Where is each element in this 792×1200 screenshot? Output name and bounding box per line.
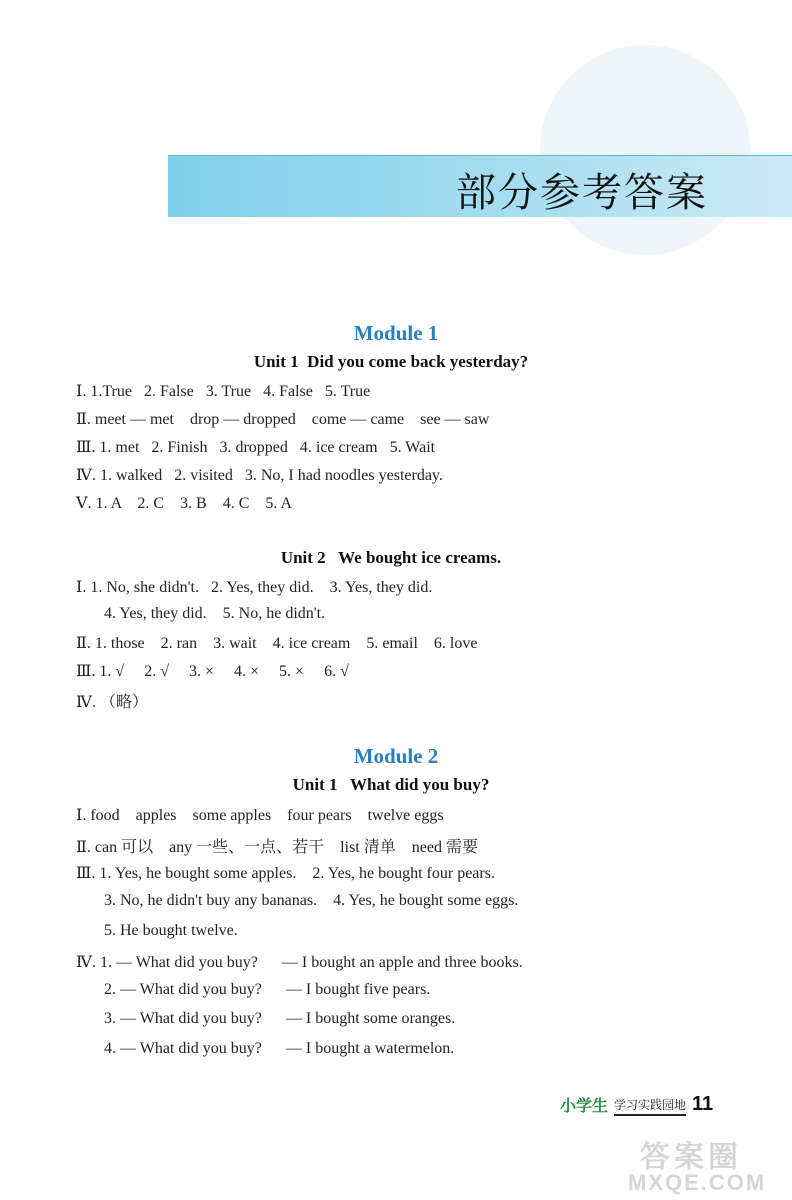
answer-line: 4. Yes, they did. 5. No, he didn't.	[104, 605, 326, 622]
footer-subtitle: 学习实践园地	[614, 1096, 686, 1116]
watermark-logo	[622, 1132, 782, 1196]
page-footer	[560, 1086, 713, 1116]
answer-line: 3. — What did you buy? — I bought some oranges.	[104, 1010, 456, 1027]
module-1-unit-2-title: Unit 2 We bought ice creams.	[280, 548, 502, 567]
page-number: 11	[692, 1093, 714, 1115]
answer-line: Ⅲ. 1. Yes, he bought some apples. 2. Yes, he bought four pears.	[76, 865, 495, 882]
module-2-title: Module 2	[353, 744, 439, 768]
module-1-unit-1-title: Unit 1 Did you come back yesterday?	[253, 352, 529, 371]
answer-line: Ⅱ. 1. those 2. ran 3. wait 4. ice cream 5. email 6. love	[76, 635, 478, 652]
answer-line: Ⅳ. 1. — What did you buy? — I bought an apple and three books.	[76, 954, 523, 971]
answer-line: Ⅰ. food apples some apples four pears twelve eggs	[76, 807, 444, 824]
answer-line: Ⅰ. 1. No, she didn't. 2. Yes, they did. 3. Yes, they did.	[76, 579, 433, 596]
module-1-title: Module 1	[353, 321, 439, 345]
answer-line: Ⅳ. （略）	[76, 694, 148, 711]
answer-line: Ⅴ. 1. A 2. C 3. B 4. C 5. A	[76, 495, 293, 512]
answer-line: Ⅲ. 1. met 2. Finish 3. dropped 4. ice cream 5. Wait	[76, 439, 436, 456]
answer-line: Ⅳ. 1. walked 2. visited 3. No, I had noodles yesterday.	[76, 467, 443, 484]
answer-line: Ⅰ. 1.True 2. False 3. True 4. False 5. True	[76, 383, 371, 400]
answer-line: Ⅱ. can 可以 any 一些、一点、若干 list 清单 need 需要	[76, 839, 478, 856]
watermark-url: MXQE.COM	[628, 1170, 767, 1195]
watermark-text: 答案圈	[640, 1140, 742, 1175]
answer-line: Ⅱ. meet — met drop — dropped come — came see — saw	[76, 411, 490, 428]
answer-line: 2. — What did you buy? — I bought five pears.	[104, 981, 431, 998]
title-banner	[168, 155, 792, 217]
module-2-unit-1-title: Unit 1 What did you buy?	[292, 775, 490, 794]
answer-line: 4. — What did you buy? — I bought a watermelon.	[104, 1040, 455, 1057]
answer-line: 3. No, he didn't buy any bananas. 4. Yes, he bought some eggs.	[104, 892, 519, 909]
footer-brand: 小学生	[560, 1096, 609, 1115]
page-title: 部分参考答案	[456, 170, 708, 216]
answer-line: Ⅲ. 1. √ 2. √ 3. × 4. × 5. × 6. √	[76, 663, 349, 680]
answer-line: 5. He bought twelve.	[104, 922, 238, 939]
decorative-circle	[540, 45, 750, 255]
